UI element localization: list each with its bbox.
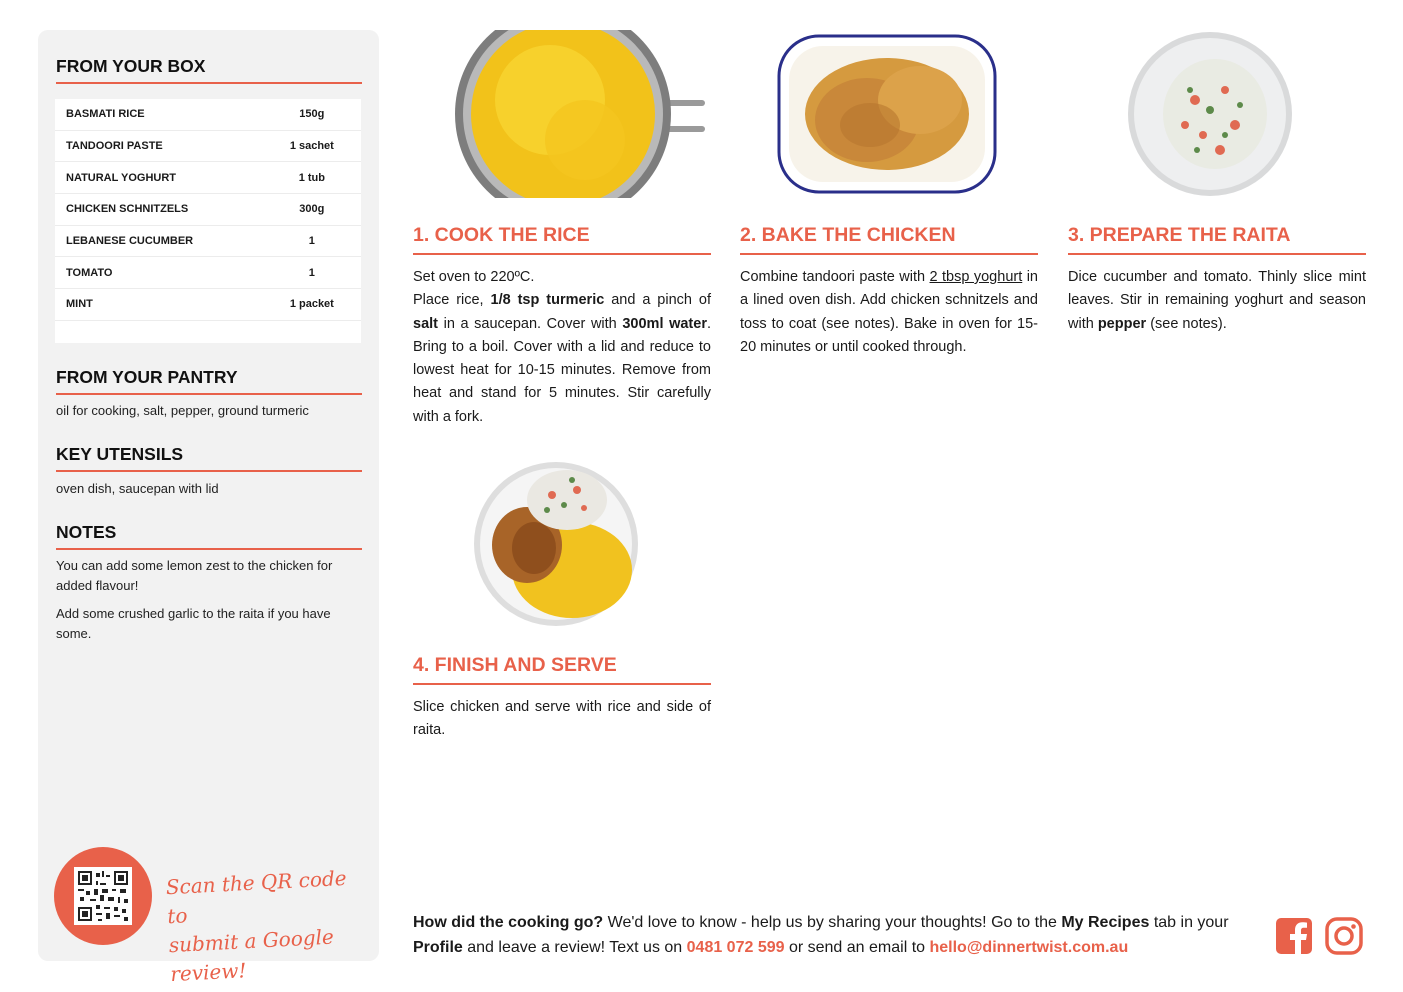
step-2-text: Combine tandoori paste with 2 tbsp yoghurt in a lined oven dish. Add chicken schnitzels and toss to coat (see notes). Bake in oven for 15-20 minutes or until cooked through.: [740, 269, 1038, 355]
qr-code-icon: [74, 867, 132, 925]
utensils-text: oven dish, saucepan with lid: [56, 481, 219, 496]
qr-badge[interactable]: [54, 847, 152, 945]
ingredient-qty: 1 sachet: [289, 140, 334, 153]
step-2-title: 2. BAKE THE CHICKEN: [740, 224, 1038, 255]
table-row: [55, 131, 361, 163]
phone-link[interactable]: 0481 072 599: [686, 939, 785, 956]
ingredient-qty: 1 tub: [298, 171, 325, 184]
table-row: [55, 226, 361, 258]
email-link[interactable]: hello@dinnertwist.com.au: [929, 939, 1129, 956]
facebook-icon[interactable]: [1275, 917, 1313, 955]
ingredient-name: TANDOORI PASTE: [66, 140, 163, 153]
raita-bowl-image: [1125, 30, 1295, 198]
table-row: [55, 257, 361, 289]
ingredient-name: LEBANESE CUCUMBER: [66, 235, 194, 248]
utensils-title: KEY UTENSILS: [56, 444, 362, 472]
ingredient-qty: 300g: [299, 203, 325, 216]
instagram-icon[interactable]: [1325, 917, 1363, 955]
ingredient-name: BASMATI RICE: [66, 108, 145, 121]
ingredients-table: [55, 99, 361, 343]
table-row: [55, 162, 361, 194]
table-row: [55, 289, 361, 321]
ingredient-qty: 1 packet: [289, 298, 334, 311]
box-title: FROM YOUR BOX: [56, 56, 362, 84]
ingredient-qty: 1: [308, 235, 315, 248]
ingredients-sidebar: [38, 30, 379, 987]
step-1-text: [413, 266, 711, 429]
plated-meal-image: [472, 460, 640, 628]
ingredient-name: NATURAL YOGHURT: [66, 171, 176, 184]
ingredient-name: TOMATO: [66, 266, 113, 279]
note-1: You can add some lemon zest to the chicken for added flavour!: [56, 558, 333, 593]
qr-caption: [165, 863, 371, 989]
rice-pot-image: [450, 30, 705, 200]
step-1-title: 1. COOK THE RICE: [413, 224, 711, 255]
ingredient-qty: 1: [308, 266, 315, 279]
notes-title: NOTES: [56, 522, 362, 550]
step-3-title: 3. PREPARE THE RAITA: [1068, 224, 1366, 255]
ingredient-name: MINT: [66, 298, 93, 311]
pantry-text: oil for cooking, salt, pepper, ground turmeric: [56, 403, 309, 418]
chicken-dish-image: [775, 30, 1000, 198]
step-4-text: Slice chicken and serve with rice and side of raita.: [413, 699, 711, 739]
table-row: [55, 99, 361, 131]
feedback-footer: How did the cooking go? We'd love to know - help us by sharing your thoughts! Go to the My Recipes tab in your Profile and leave a review! Text us on 0481 072 599 or send an email to hello@dinnertwist.com.au: [413, 914, 1229, 956]
table-row: [55, 194, 361, 226]
qr-caption-line1: Scan the QR code to: [165, 865, 348, 929]
step-1-line1: Set oven to 220ºC.: [413, 269, 535, 285]
ingredient-qty: 150g: [299, 108, 325, 121]
step-1-body: Place rice, 1/8 tsp turmeric and a pinch of salt in a saucepan. Cover with 300ml water. Bring to a boil. Cover with a lid and reduce to lowest heat for 10-15 minutes. Remove from heat and stand for 5 minutes. Stir carefully with a fork.: [413, 292, 711, 425]
ingredient-name: CHICKEN SCHNITZELS: [66, 203, 189, 216]
step-3-text: Dice cucumber and tomato. Thinly slice mint leaves. Stir in remaining yoghurt and season with pepper (see notes).: [1068, 269, 1366, 332]
qr-caption-line2: submit a Google review!: [168, 924, 335, 987]
note-2: Add some crushed garlic to the raita if you have some.: [56, 606, 331, 641]
pantry-title: FROM YOUR PANTRY: [56, 367, 362, 395]
step-4-title: 4. FINISH AND SERVE: [413, 654, 711, 685]
